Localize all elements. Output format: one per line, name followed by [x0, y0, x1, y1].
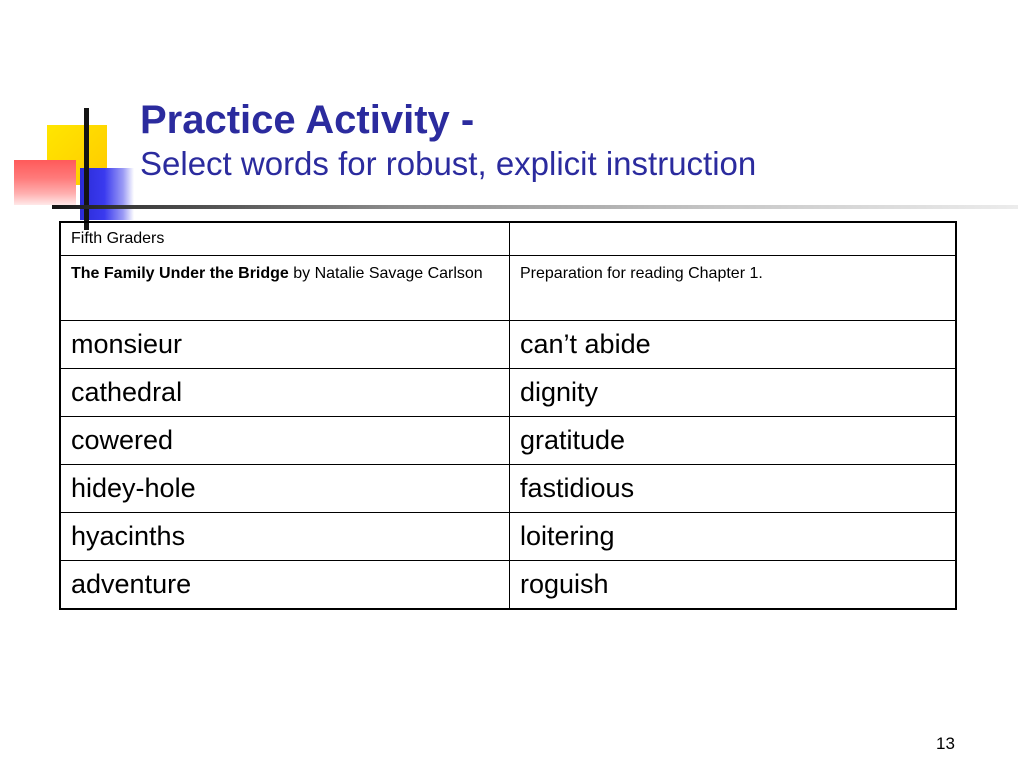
- table-row: [60, 465, 956, 513]
- table-row: [60, 369, 956, 417]
- book-info-row: [60, 256, 956, 321]
- decor-vertical-line: [84, 108, 89, 230]
- book-title: The Family Under the Bridge: [71, 265, 289, 282]
- word-cell: loitering: [510, 513, 957, 561]
- slide-title: [140, 96, 1000, 184]
- table-row: [60, 417, 956, 465]
- book-note-cell: Preparation for reading Chapter 1.: [510, 256, 957, 321]
- book-cell: [60, 256, 510, 321]
- table-row: [60, 321, 956, 369]
- word-cell: dignity: [510, 369, 957, 417]
- word-cell: can’t abide: [510, 321, 957, 369]
- book-author: by Natalie Savage Carlson: [288, 265, 483, 282]
- title-main: Practice Activity -: [140, 98, 475, 142]
- page-number: 13: [936, 734, 955, 753]
- vocabulary-table: [59, 221, 957, 610]
- table-row: [60, 561, 956, 610]
- word-cell: adventure: [60, 561, 510, 610]
- word-cell: fastidious: [510, 465, 957, 513]
- grade-cell: Fifth Graders: [60, 222, 510, 256]
- table-row: [60, 513, 956, 561]
- title-subtitle: Select words for robust, explicit instruction: [140, 145, 757, 182]
- word-cell: hidey-hole: [60, 465, 510, 513]
- table-header-row: [60, 222, 956, 256]
- decor-horizontal-line: [52, 205, 1018, 209]
- word-cell: gratitude: [510, 417, 957, 465]
- header-empty-cell: [510, 222, 957, 256]
- word-cell: monsieur: [60, 321, 510, 369]
- word-cell: cathedral: [60, 369, 510, 417]
- decor-red-square: [14, 160, 76, 205]
- word-cell: cowered: [60, 417, 510, 465]
- word-cell: hyacinths: [60, 513, 510, 561]
- word-cell: roguish: [510, 561, 957, 610]
